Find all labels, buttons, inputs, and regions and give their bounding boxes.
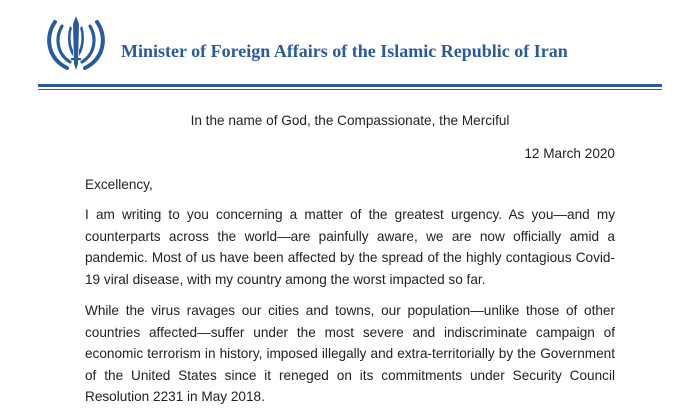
- salutation: Excellency,: [85, 177, 153, 192]
- paragraph-line: countries affected—suffer under the most severe and indiscriminate campaign of: [85, 324, 615, 340]
- paragraph-line: I am writing to you concerning a matter of the greatest urgency. As you—and my: [85, 207, 615, 222]
- letterhead: [0, 0, 700, 80]
- paragraph-line: pandemic. Most of us have been affected by the spread of the highly contagious Covid-: [85, 250, 615, 266]
- paragraph-2: [85, 300, 615, 408]
- letterhead-rule-thin: [38, 89, 662, 90]
- letterhead-title: Minister of Foreign Affairs of the Islamic Republic of Iran: [121, 41, 568, 61]
- letter-date: 12 March 2020: [524, 146, 615, 161]
- iran-emblem-icon: [45, 14, 107, 72]
- paragraph-1: [85, 204, 615, 290]
- paragraph-line: of the United States since it reneged on its commitments under Security Council: [85, 367, 615, 383]
- paragraph-line: economic terrorism in history, imposed illegally and extra-territorially by the Government: [85, 346, 615, 362]
- letterhead-rule-thick: [38, 84, 662, 87]
- invocation: In the name of God, the Compassionate, the Merciful: [190, 113, 510, 128]
- paragraph-line: Resolution 2231 in May 2018.: [85, 389, 265, 405]
- paragraph-line: counterparts across the world—are painfully aware, we are now officially amid a: [85, 228, 615, 244]
- paragraph-line: While the virus ravages our cities and towns, our population—unlike those of other: [85, 303, 615, 318]
- paragraph-line: 19 viral disease, with my country among the worst impacted so far.: [85, 271, 486, 287]
